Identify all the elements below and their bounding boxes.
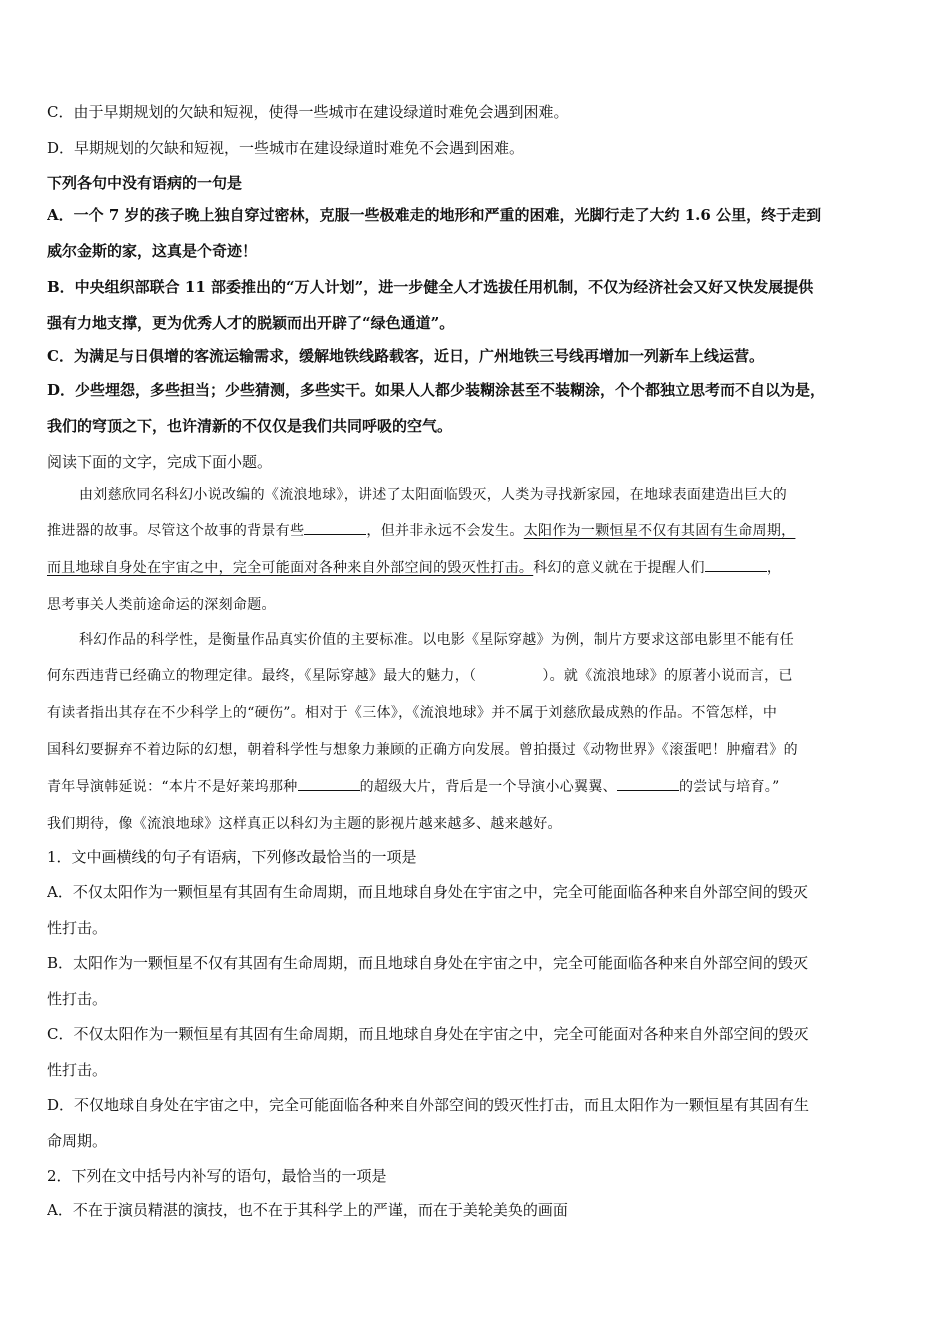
q1-option-d-line1: D．不仅地球自身处在宇宙之中，完全可能面临各种来自外部空间的毁灭性打击，而且太阳作为一颗恒星有其固有生	[47, 1096, 810, 1114]
grammar-option-b-line1: B．中央组织部联合 11 部委推出的“万人计划”，进一步健全人才选拔任用机制，不仅为经济社会又好又快发展提供	[47, 278, 814, 296]
q2-stem: 2．下列在文中括号内补写的语句，最恰当的一项是	[47, 1167, 387, 1185]
grammar-option-c: C．为满足与日俱增的客流运输需求，缓解地铁线路载客，近日，广州地铁三号线再增加一列新车上线运营。	[47, 347, 764, 365]
grammar-question-stem: 下列各句中没有语病的一句是	[47, 174, 243, 192]
passage-p2-line2-text2: ）。就《流浪地球》的原著小说而言，已	[542, 668, 793, 684]
q1-option-a-line1: A．不仅太阳作为一颗恒星有其固有生命周期，而且地球自身处在宇宙之中，完全可能面临各种来自外部空间的毁灭	[47, 883, 808, 901]
blank-4	[617, 790, 679, 791]
q1-option-c-line1: C．不仅太阳作为一颗恒星有其固有生命周期，而且地球自身处在宇宙之中，完全可能面对各种来自外部空间的毁灭	[47, 1025, 809, 1043]
grammar-option-d-line1: D．少些埋怨，多些担当；少些猜测，多些实干。如果人人都少装糊涂甚至不装糊涂，个个都独立思考而不自以为是，	[47, 381, 826, 399]
passage-p2-line5-text: 青年导演韩延说：“本片不是好莱坞那种	[47, 779, 298, 795]
q1-option-c-line2: 性打击。	[47, 1061, 108, 1079]
passage-p2-line2	[47, 665, 907, 685]
prev-option-d: D．早期规划的欠缺和短视，一些城市在建设绿道时难免不会遇到困难。	[47, 139, 525, 157]
underlined-sentence-part1: 太阳作为一颗恒星不仅有其固有生命周期，	[523, 523, 796, 539]
passage-p2-line5	[47, 776, 907, 796]
passage-p2-line1: 科幻作品的科学性，是衡量作品真实价值的主要标准。以电影《星际穿越》为例，制片方要求这部电影里不能有任	[79, 632, 794, 648]
q1-option-d-line2: 命周期。	[47, 1132, 108, 1150]
q1-option-b-line2: 性打击。	[47, 990, 108, 1008]
q1-option-a-line2: 性打击。	[47, 919, 108, 937]
blank-3	[298, 790, 360, 791]
passage-p2-line2-text: 何东西违背已经确立的物理定律。最终，《星际穿越》最大的魅力，（	[47, 668, 477, 684]
underlined-sentence-part2: 而且地球自身处在宇宙之中，完全可能面对各种来自外部空间的毁灭性打击。	[47, 560, 534, 576]
blank-2	[705, 571, 767, 572]
passage-p1-line2	[47, 520, 907, 540]
passage-p1-line4: 思考事关人类前途命运的深刻命题。	[47, 597, 276, 613]
passage-p1-line3-text: 科幻的意义就在于提醒人们	[533, 560, 705, 576]
passage-p1-line2-text: 推进器的故事。尽管这个故事的背景有些	[47, 523, 305, 539]
passage-p2-line5-text3: 的尝试与培育。”	[678, 779, 780, 795]
passage-p1-line3	[47, 557, 907, 577]
reading-intro: 阅读下面的文字，完成下面小题。	[47, 453, 273, 471]
passage-p1-line2-text2: ，但并非永远不会发生。	[366, 523, 524, 539]
q1-option-b-line1: B．太阳作为一颗恒星不仅有其固有生命周期，而且地球自身处在宇宙之中，完全可能面临各种来自外部空间的毁灭	[47, 954, 809, 972]
grammar-option-a-line1: A．一个 7 岁的孩子晚上独自穿过密林，克服一些极难走的地形和严重的困难，光脚行走了大约 1.6 公里，终于走到	[47, 206, 822, 224]
grammar-option-d-line2: 我们的穹顶之下，也许清新的不仅仅是我们共同呼吸的空气。	[47, 417, 453, 435]
q1-stem: 1．文中画横线的句子有语病，下列修改最恰当的一项是	[47, 848, 417, 866]
prev-option-c: C．由于早期规划的欠缺和短视，使得一些城市在建设绿道时难免会遇到困难。	[47, 103, 569, 121]
grammar-option-b-line2: 强有力地支撑，更为优秀人才的脱颖而出开辟了“绿色通道”。	[47, 314, 455, 332]
grammar-option-a-line2: 威尔金斯的家，这真是个奇迹！	[47, 242, 258, 260]
passage-p1-line3-comma: ，	[766, 560, 782, 576]
passage-p2-line5-text2: 的超级大片，背后是一个导演小心翼翼、	[359, 779, 617, 795]
passage-p2-line6: 我们期待，像《流浪地球》这样真正以科幻为主题的影视片越来越多、越来越好。	[47, 816, 562, 832]
passage-p1-line1: 由刘慈欣同名科幻小说改编的《流浪地球》，讲述了太阳面临毁灭，人类为寻找新家园，在地球表面建造出巨大的	[79, 487, 787, 503]
passage-p2-line3: 有读者指出其存在不少科学上的“硬伤”。相对于《三体》，《流浪地球》并不属于刘慈欣最成熟的作品。不管怎样，中	[47, 705, 778, 721]
q2-option-a: A．不在于演员精湛的演技，也不在于其科学上的严谨，而在于美轮美奂的画面	[47, 1201, 568, 1219]
blank-1	[304, 534, 366, 535]
passage-p2-line4: 国科幻要摒弃不着边际的幻想，朝着科学性与想象力兼顾的正确方向发展。曾拍摄过《动物世界》《滚蛋吧！肿瘤君》的	[47, 742, 798, 758]
